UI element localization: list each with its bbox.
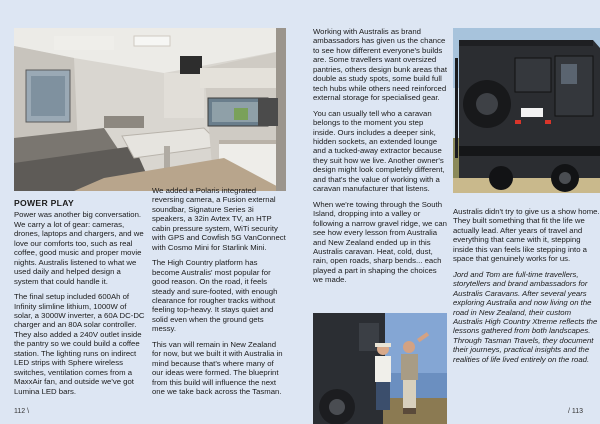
- article-column-3: [313, 27, 447, 291]
- paragraph: This van will remain in New Zealand for now, but we built it with Australia in mind because that's where many of our ideas were formed. The blueprint from this build will influence the next one we take back across the Tasman.: [152, 339, 283, 397]
- page-number-right: / 113: [568, 408, 584, 415]
- paragraph: Working with Australis as brand ambassadors has given us the chance to see how different everyone's builds are. Some travellers want oversized pantries, others design bunk areas that double as study spots, some build full tech hubs while others need reinforced external storage for specialised gear.: [313, 27, 447, 103]
- paragraph: You can usually tell who a caravan belongs to the moment you step inside. Ours includes a deeper sink, hidden sockets, an extended lounge and a tucked-away extractor because they suit how we live. Another owner's design might look completely different, and that's the value of working with a caravan manufacturer that listens.: [313, 108, 445, 194]
- section-heading: POWER PLAY: [14, 198, 74, 208]
- couple-portrait-photo: [313, 313, 447, 424]
- paragraph: Australis didn't try to give us a show home. They built something that fit the life we actually lead. After years of travel and everything that came with it, stepping inside this van feels like stepping into a space that genuinely works for us.: [453, 207, 600, 264]
- page-number-left: 112 \: [14, 408, 30, 415]
- paragraph: We added a Polaris integrated reversing camera, a Fusion external soundbar, Signature Series 3i speakers, a 32in Avtex TV, an HTP cabin pressure system, WiTi security with GPS and Cowfish 5G VanConnect with Cosmo Mini for Starlink Mini.: [152, 186, 286, 252]
- paragraph: The final setup included 600Ah of Infinity slimline lithium, 1000W of solar, a 3000W inverter, a 60A DC-DC charger and an 80A solar controller. They also added a 240V outlet inside the pantry so we could build a coffee station. The lighting runs on indirect LED strips with Sphere wireless switches, ventilation comes from a MaxxAir fan, and outside we've got Lumina LED bars.: [14, 292, 145, 396]
- caravan-interior-photo: [14, 28, 286, 191]
- paragraph: When we're towing through the South Island, dropping into a valley or following a narrow gravel ridge, we can see how every lesson from Australia and New Zealand ended up in this Australis caravan. Heat, cold, dust, rain, open roads, sharp bends... each played a part in shaping the choices we made.: [313, 199, 447, 285]
- paragraph: Power was another big conversation. We carry a lot of gear: cameras, drones, laptops and chargers, and we love our comforts too, such as real coffee, good music and proper movie nights. Australis listened to what we used daily and helped design a system that could handle it.: [14, 210, 144, 286]
- caravan-exterior-photo: [453, 28, 600, 193]
- paragraph: The High Country platform has become Australis' most popular for good reason. On the road, it feels steady and sure-footed, with enough clearance for rougher tracks without feeling top-heavy. It stays quiet and solid even when the ground gets messy.: [152, 258, 278, 334]
- author-bio: Jord and Tom are full-time travellers, storytellers and brand ambassadors for Australis Caravans. After several years exploring Australia and now living on the road in New Zealand, their custom Australis High Country Xtreme reflects the lessons gathered from both landscapes. Through Tasman Travels, they document their journeys, practical insights and the realities of life lived entirely on the road.: [453, 269, 598, 364]
- article-column-2: [152, 186, 286, 403]
- article-column-1: [14, 199, 147, 402]
- article-column-4: [453, 207, 600, 370]
